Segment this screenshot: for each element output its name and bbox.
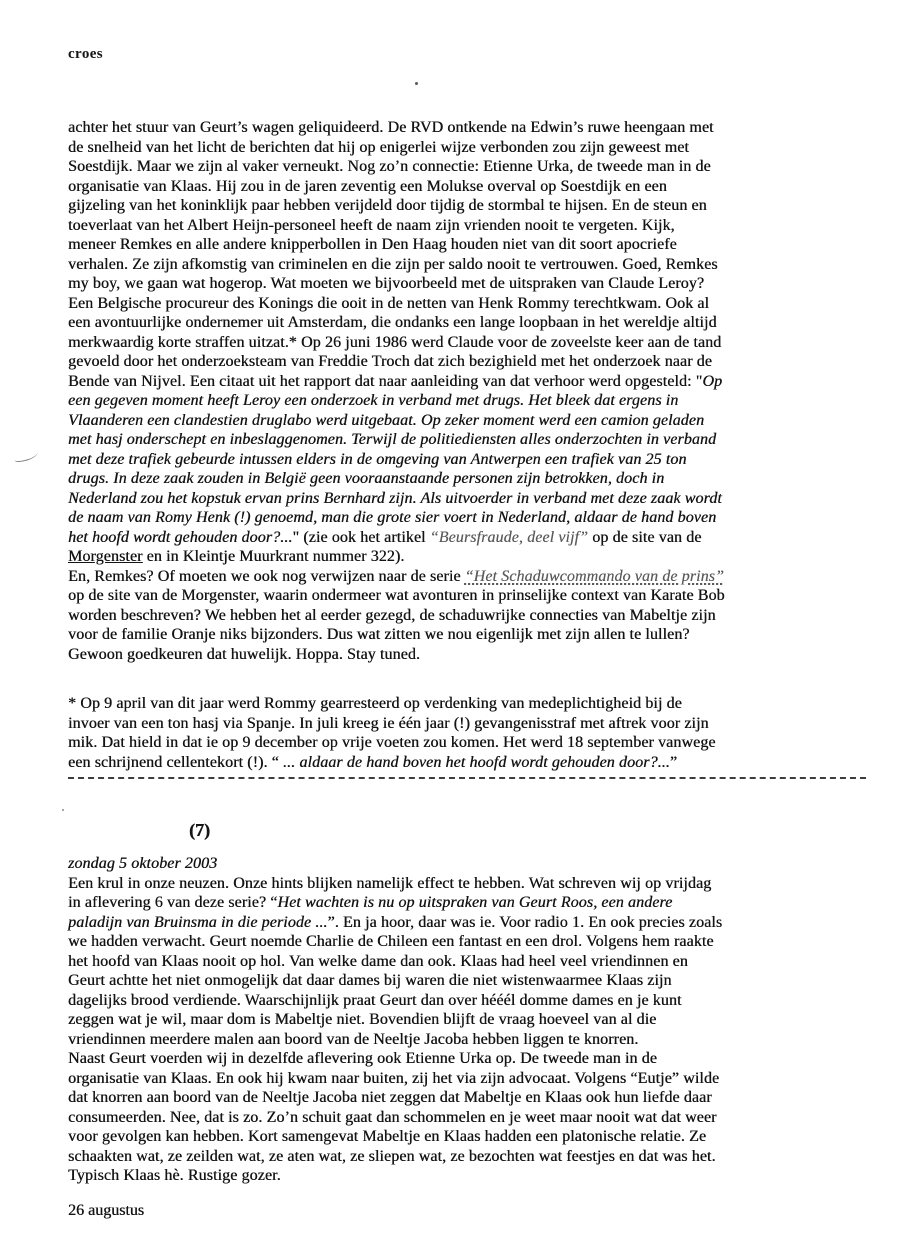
scan-speck: [415, 82, 418, 85]
text-run: dagelijks brood verdiende. Waarschijnlijk praat Geurt dan over hééél domme dames en je kunt: [68, 991, 682, 1009]
text-run: Naast Geurt voerden wij in dezelfde aflevering ook Etienne Urka op. De tweede man in de: [68, 1050, 657, 1067]
text-line: [68, 294, 874, 314]
text-run: Typisch Klaas hè. Rustige gozer.: [68, 1167, 281, 1184]
text-run: Gewoon goedkeuren dat huwelijk. Hoppa. Stay tuned.: [68, 645, 421, 663]
text-run: merkwaardig korte straffen uitzat.* Op 26 juni 1986 werd Claude voor de zoveelste keer aan de tand: [68, 333, 722, 351]
text-line: [68, 430, 874, 450]
text-line: [68, 372, 874, 392]
text-run: ”. En ja hoor, daar was ie. Voor radio 1. En ook precies zoals: [327, 913, 723, 931]
text-line: [68, 753, 874, 773]
text-line: [68, 893, 874, 913]
text-run: Nederland zou het kopstuk ervan prins Bernhard zijn. Als uitvoerder in verband met deze zaak wordt: [68, 489, 722, 507]
text-run: voor gevolgen kan hebben. Kort samengevat Mabeltje en Klaas hadden een platonische relatie. Ze: [68, 1128, 707, 1145]
text-run: we hadden verwacht. Geurt noemde Charlie de Chileen een fantast en een drol. Volgens hem raakte: [68, 933, 714, 950]
text-line: [68, 1166, 874, 1186]
hyperlink: “Het Schaduwcommando van de prins”: [464, 567, 725, 585]
text-run: worden beschreven? We hebben het al eerder gezegd, de schaduwrijke connecties van Mabeltje zijn: [68, 606, 716, 624]
text-line: [68, 235, 874, 255]
text-line: [68, 547, 874, 567]
text-run: de naam van Romy Henk (!) genoemd, man die grote sier voert in Nederland, aldaar de hand boven: [68, 509, 717, 526]
text-run: Vlaanderen een clandestien druglabo werd uitgebaat. Op zeker moment werd een camion geladen: [68, 411, 705, 429]
article-reference-text: “Beursfraude, deel vijf”: [429, 528, 589, 546]
text-line: [68, 733, 874, 753]
text-run: my boy, we gaan wat hogerop. Wat moeten we bijvoorbeeld met de uitspraken van Claude Leroy?: [68, 275, 705, 292]
text-run: schaakten wat, ze zeilden wat, ze aten wat, ze sliepen wat, ze bezochten wat feestjes en dat was het.: [68, 1147, 716, 1165]
text-run: drugs. In deze zaak zouden in België geen vooraanstaande personen zijn betrokken, doch in: [68, 470, 665, 487]
text-line: [68, 1127, 874, 1147]
text-run: Een krul in onze neuzen. Onze hints blijken namelijk effect te hebben. Wat schreven wij op vrijdag: [68, 874, 712, 892]
text-run: organisatie van Klaas. En ook hij kwam naar buiten, zij het via zijn advocaat. Volgens “Eutje” wilde: [68, 1069, 720, 1087]
text-line: [68, 625, 874, 645]
margin-pen-mark: [13, 449, 38, 463]
text-line: [68, 952, 874, 972]
text-run: paladijn van Bruinsma in die periode ...: [68, 913, 328, 931]
text-line: [68, 854, 874, 874]
text-line: [68, 313, 874, 333]
text-run: mik. Dat hield in dat ie op 9 december op vrije voeten zou komen. Het werd 18 september vanwege: [68, 734, 716, 751]
scan-speck: [62, 809, 64, 811]
text-line: [68, 411, 874, 431]
text-run: met deze trafiek gebeurde intussen elders in de omgeving van Antwerpen een trafiek van 25 ton: [68, 450, 687, 468]
text-run: en in Kleintje Muurkrant nummer 322).: [142, 548, 405, 565]
text-run: vriendinnen meerdere malen aan boord van de Neeltje Jacoba hebben liggen te knorren.: [68, 1030, 639, 1048]
text-run: zeggen wat je wil, maar dom is Mabeltje niet. Bovendien blijft de vraag hoeveel van al die: [68, 1011, 657, 1028]
text-run: meneer Remkes en alle andere knipperbollen in Den Haag houden niet van dit soort apocriefe: [68, 236, 677, 253]
text-line: [68, 508, 874, 528]
text-line: [68, 714, 874, 734]
text-line: [68, 489, 874, 509]
text-run: op de site van de: [588, 528, 702, 546]
text-line: [68, 196, 874, 216]
text-line: [68, 645, 874, 665]
text-line: [68, 1049, 874, 1069]
hyperlink: Morgenster: [68, 548, 143, 565]
text-run: het hoofd van Klaas nooit op hol. Van welke dame dan ook. Klaas had heel veel vriendinnen en: [68, 952, 688, 970]
text-line: [68, 255, 874, 275]
text-line: [68, 469, 874, 489]
text-run: Op: [702, 372, 723, 390]
text-run: En, Remkes? Of moeten we ook nog verwijzen naar de serie: [68, 567, 465, 585]
text-run: een schrijnend cellentekort (!). “: [68, 753, 283, 771]
text-run: gevoeld door het onderzoeksteam van Freddie Troch dat zich bezighield met het onderzoek naar de: [68, 353, 712, 370]
text-line: [68, 216, 874, 236]
text-run: * Op 9 april van dit jaar werd Rommy gearresteerd op verdenking van medeplichtigheid bij de: [68, 695, 682, 712]
text-line: [68, 1088, 874, 1108]
text-run: de snelheid van het licht de berichten dat hij op enigerlei wijze verbonden zou zijn geweest met: [68, 138, 689, 156]
text-line: [68, 1010, 874, 1030]
text-run: voor de familie Oranje niks bijzonders. Dus wat zitten we nou eigenlijk met zijn allen te lullen?: [68, 626, 690, 643]
text-run: op de site van de Morgenster, waarin ondermeer wat avonturen in prinselijke context van Karate Bob: [68, 587, 725, 604]
text-line: [68, 1069, 874, 1089]
text-run: " (zie ook het artikel: [292, 528, 430, 546]
text-line: [68, 352, 874, 372]
text-run: invoer van een ton hasj via Spanje. In juli kreeg ie één jaar (!) gevangenisstraf met aftrek voor zijn: [68, 714, 709, 732]
text-run: zondag 5 oktober 2003: [68, 855, 218, 872]
text-line: [68, 528, 874, 548]
document-body: [68, 118, 874, 1186]
text-line: [68, 1108, 874, 1128]
text-run: met hasj onderschept en inbeslaggenomen. Terwijl de politiediensten alles onderzochten in verband: [68, 431, 717, 448]
text-run: Soestdijk. Maar we zijn al vaker verneukt. Nog zo’n connectie: Etienne Urka, de tweede man in de: [68, 158, 711, 175]
text-line: [68, 1030, 874, 1050]
article-episode-7: [68, 854, 874, 1186]
text-line: [68, 606, 874, 626]
text-line: [68, 586, 874, 606]
text-line: [68, 971, 874, 991]
text-line: [68, 157, 874, 177]
text-line: [68, 138, 874, 158]
text-run: het hoofd wordt gehouden door?...: [68, 528, 293, 546]
text-line: [68, 913, 874, 933]
text-run: toeverlaat van het Albert Heijn-personeel heeft de naam zijn vrienden nooit te vergeten. Kijk,: [68, 216, 675, 234]
text-line: [68, 1147, 874, 1167]
text-run: ... aldaar de hand boven het hoofd wordt gehouden door?...: [282, 753, 670, 771]
text-line: [68, 333, 874, 353]
text-run: Een Belgische procureur des Konings die ooit in de netten van Henk Rommy terechtkwam. Ook al: [68, 294, 710, 312]
text-line: [68, 177, 874, 197]
text-line: [68, 991, 874, 1011]
page-header-word: croes: [68, 46, 104, 62]
text-run: gijzeling van het koninklijk paar hebben verijdeld door tijdig de stormbal te hijsen. En de steun en: [68, 197, 707, 214]
text-run: organisatie van Klaas. Hij zou in de jaren zeventig een Molukse overval op Soestdijk en een: [68, 177, 667, 195]
article-episode-6: [68, 118, 874, 664]
text-run: consumeerden. Nee, dat is zo. Zo’n schuit gaat dan schommelen en je weet maar nooit wat dat weer: [68, 1108, 717, 1126]
text-line: [68, 694, 874, 714]
text-line: [68, 450, 874, 470]
text-line: [68, 118, 874, 138]
text-line: [68, 391, 874, 411]
text-line: [68, 874, 874, 894]
text-run: Bende van Nijvel. Een citaat uit het rapport dat naar aanleiding van dat verhoor werd opgesteld: ": [68, 372, 703, 390]
text-line: [68, 274, 874, 294]
text-run: Het wachten is nu op uitspraken van Geurt Roos, een andere: [277, 894, 673, 911]
footnote: [68, 694, 874, 772]
text-run: een avontuurlijke ondernemer uit Amsterdam, die ondanks een lange loopbaan in het wereldje altijd: [68, 314, 717, 331]
text-run: een gegeven moment heeft Leroy een onderzoek in verband met drugs. Het bleek dat ergens in: [68, 392, 679, 409]
text-run: in aflevering 6 van deze serie? “: [68, 894, 278, 911]
text-run: dat knorren aan boord van de Neeltje Jacoba niet zeggen dat Mabeltje en Klaas ook hun liefde daar: [68, 1089, 712, 1106]
text-run: verhalen. Ze zijn afkomstig van criminelen en die zijn per saldo nooit te vertrouwen. Goed, Remkes: [68, 255, 718, 273]
text-run: ”: [669, 753, 678, 771]
page-footer-date: 26 augustus: [68, 1202, 144, 1219]
text-line: [68, 932, 874, 952]
text-run: Geurt achtte het niet onmogelijk dat daar dames bij waren die niet wistenwaarmee Klaas zijn: [68, 972, 672, 989]
section-number: (7): [189, 820, 210, 840]
text-line: [68, 567, 874, 587]
dashed-separator: [68, 777, 866, 779]
text-run: achter het stuur van Geurt’s wagen geliquideerd. De RVD ontkende na Edwin’s ruwe heengaan met: [68, 119, 714, 136]
